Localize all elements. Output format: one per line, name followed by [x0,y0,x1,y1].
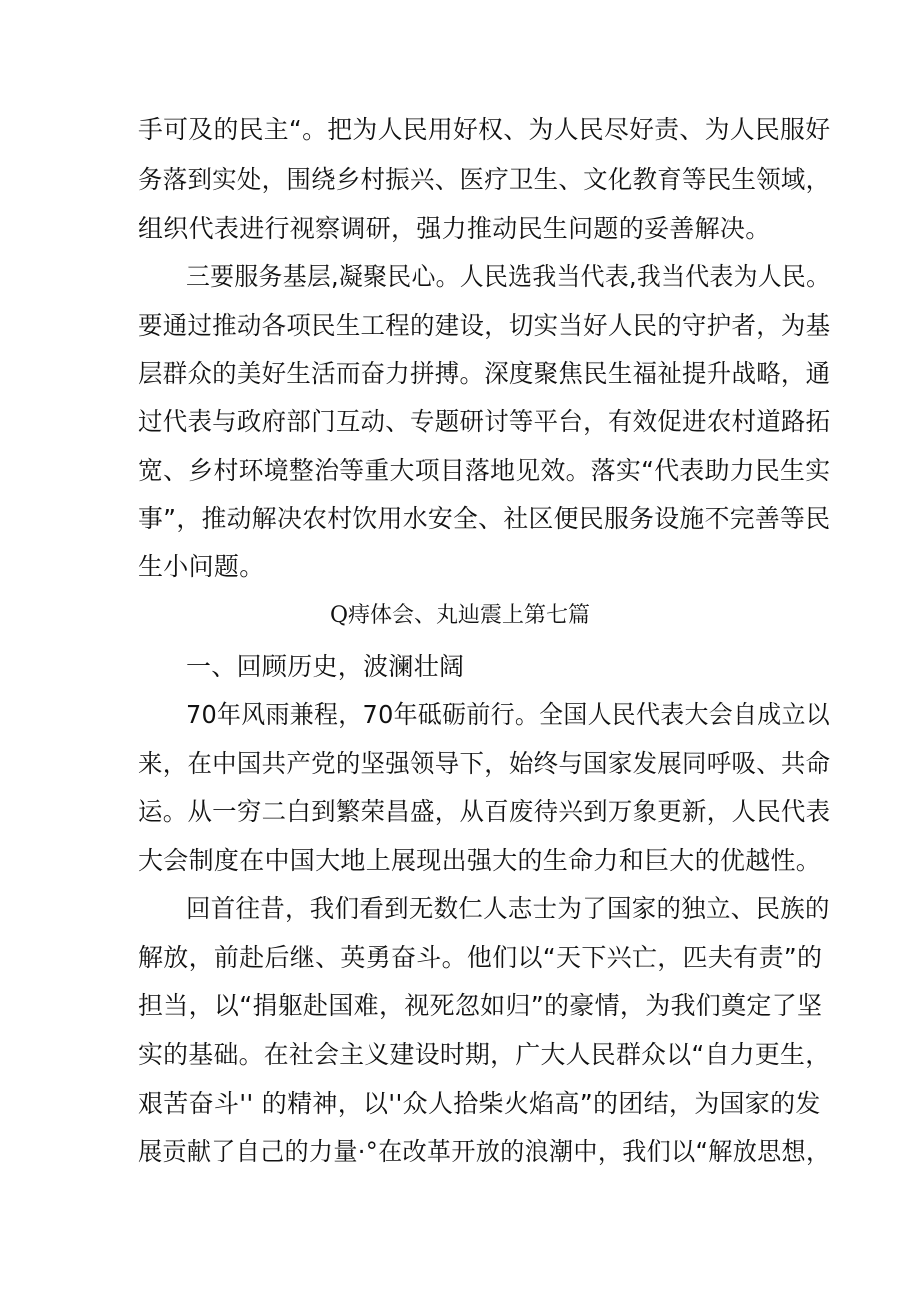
paragraph-line: 来，在中国共产党的坚强领导下，始终与国家发展同呼吸、共命 [138,749,831,778]
paragraph-line: 三要服务基层,凝聚民心。人民选我当代表,我当代表为人民。 [186,262,831,291]
paragraph-line: 层群众的美好生活而奋力拼搏。深度聚焦民生福祉提升战略，通 [138,359,831,388]
paragraph-line: 担当，以“捐躯赴国难，视死忽如归”的豪情，为我们奠定了坚 [138,991,823,1020]
paragraph-line: 展贡献了自己的力量·°在改革开放的浪潮中，我们以“解放思想， [138,1137,831,1166]
paragraph-line: 宽、乡村环境整治等重大项目落地见效。落实“代表助力民生实 [138,456,831,485]
paragraph-line: 生小问题。 [138,552,265,581]
paragraph-line: 70年风雨兼程，70年砥砺前行。全国人民代表大会自成立以 [186,700,831,729]
paragraph-line: 大会制度在中国大地上展现出强大的生命力和巨大的优越性。 [138,846,822,875]
paragraph-line: 手可及的民主“。把为人民用好权、为人民尽好责、为人民服好 [138,115,831,144]
paragraph-line: 要通过推动各项民生工程的建设，切实当好人民的守护者，为基 [138,311,831,340]
paragraph-line: 实的基础。在社会主义建设时期，广大人民群众以“自力更生， [138,1040,831,1069]
section-heading: Q痔体会、丸辿震上第七篇 [329,603,591,628]
paragraph-line: 回首往昔，我们看到无数仁人志士为了国家的独立、民族的 [186,894,830,923]
paragraph-line: 务落到实处，围绕乡村振兴、医疗卫生、文化教育等民生领域， [138,165,831,194]
paragraph-line: 艰苦奋斗'' 的精神，以''众人拾柴火焰高”的团结，为国家的发 [138,1089,821,1118]
subheading: 一、回顾历史，波澜壮阔 [186,652,465,681]
paragraph-line: 过代表与政府部门互动、专题研讨等平台，有效促进农村道路拓 [138,407,831,436]
paragraph-line: 解放，前赴后继、英勇奋斗。他们以“天下兴亡，匹夫有责”的 [138,943,823,972]
paragraph-line: 事”，推动解决农村饮用水安全、社区便民服务设施不完善等民 [138,504,831,533]
paragraph-line: 组织代表进行视察调研，强力推动民生问题的妥善解决。 [138,214,771,243]
paragraph-line: 运。从一穷二白到繁荣昌盛，从百废待兴到万象更新，人民代表 [138,797,831,826]
